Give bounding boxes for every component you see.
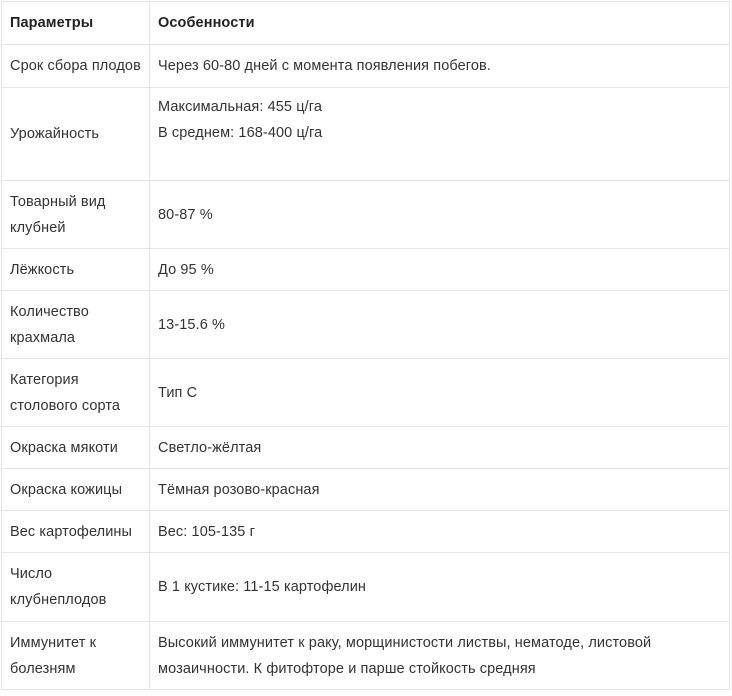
param-cell: Товарный вид клубней — [2, 181, 150, 249]
param-cell: Число клубнеплодов — [2, 553, 150, 622]
value-cell: Светло-жёлтая — [150, 427, 730, 469]
param-cell: Иммунитет к болезням — [2, 622, 150, 690]
param-cell: Лёжкость — [2, 249, 150, 291]
header-features: Особенности — [150, 2, 730, 45]
value-cell: В 1 кустике: 11-15 картофелин — [150, 553, 730, 622]
header-params: Параметры — [2, 2, 150, 45]
value-cell: Максимальная: 455 ц/га В среднем: 168-400 ц/га — [150, 88, 730, 181]
table-row — [2, 511, 730, 553]
param-cell: Урожайность — [2, 88, 150, 181]
table-row — [2, 553, 730, 622]
value-cell: 13-15.6 % — [150, 291, 730, 359]
table-row — [2, 181, 730, 249]
param-cell: Окраска мякоти — [2, 427, 150, 469]
value-cell: До 95 % — [150, 249, 730, 291]
value-cell: Тёмная розово-красная — [150, 469, 730, 511]
value-cell: Вес: 105-135 г — [150, 511, 730, 553]
table-row — [2, 88, 730, 181]
characteristics-table — [1, 1, 730, 690]
param-cell: Количество крахмала — [2, 291, 150, 359]
value-cell: 80-87 % — [150, 181, 730, 249]
param-cell: Вес картофелины — [2, 511, 150, 553]
param-cell: Срок сбора плодов — [2, 45, 150, 88]
table-row — [2, 291, 730, 359]
table-header-row — [2, 2, 730, 45]
table-row — [2, 249, 730, 291]
param-cell: Окраска кожицы — [2, 469, 150, 511]
table-row — [2, 359, 730, 427]
table-row — [2, 469, 730, 511]
param-cell: Категория столового сорта — [2, 359, 150, 427]
table-row — [2, 427, 730, 469]
table-row — [2, 622, 730, 690]
table-row — [2, 45, 730, 88]
value-cell: Высокий иммунитет к раку, морщинистости листвы, нематоде, листовой мозаичности. К фитофторе и парше стойкость средняя — [150, 622, 730, 690]
value-cell: Через 60-80 дней с момента появления побегов. — [150, 45, 730, 88]
value-cell: Тип С — [150, 359, 730, 427]
